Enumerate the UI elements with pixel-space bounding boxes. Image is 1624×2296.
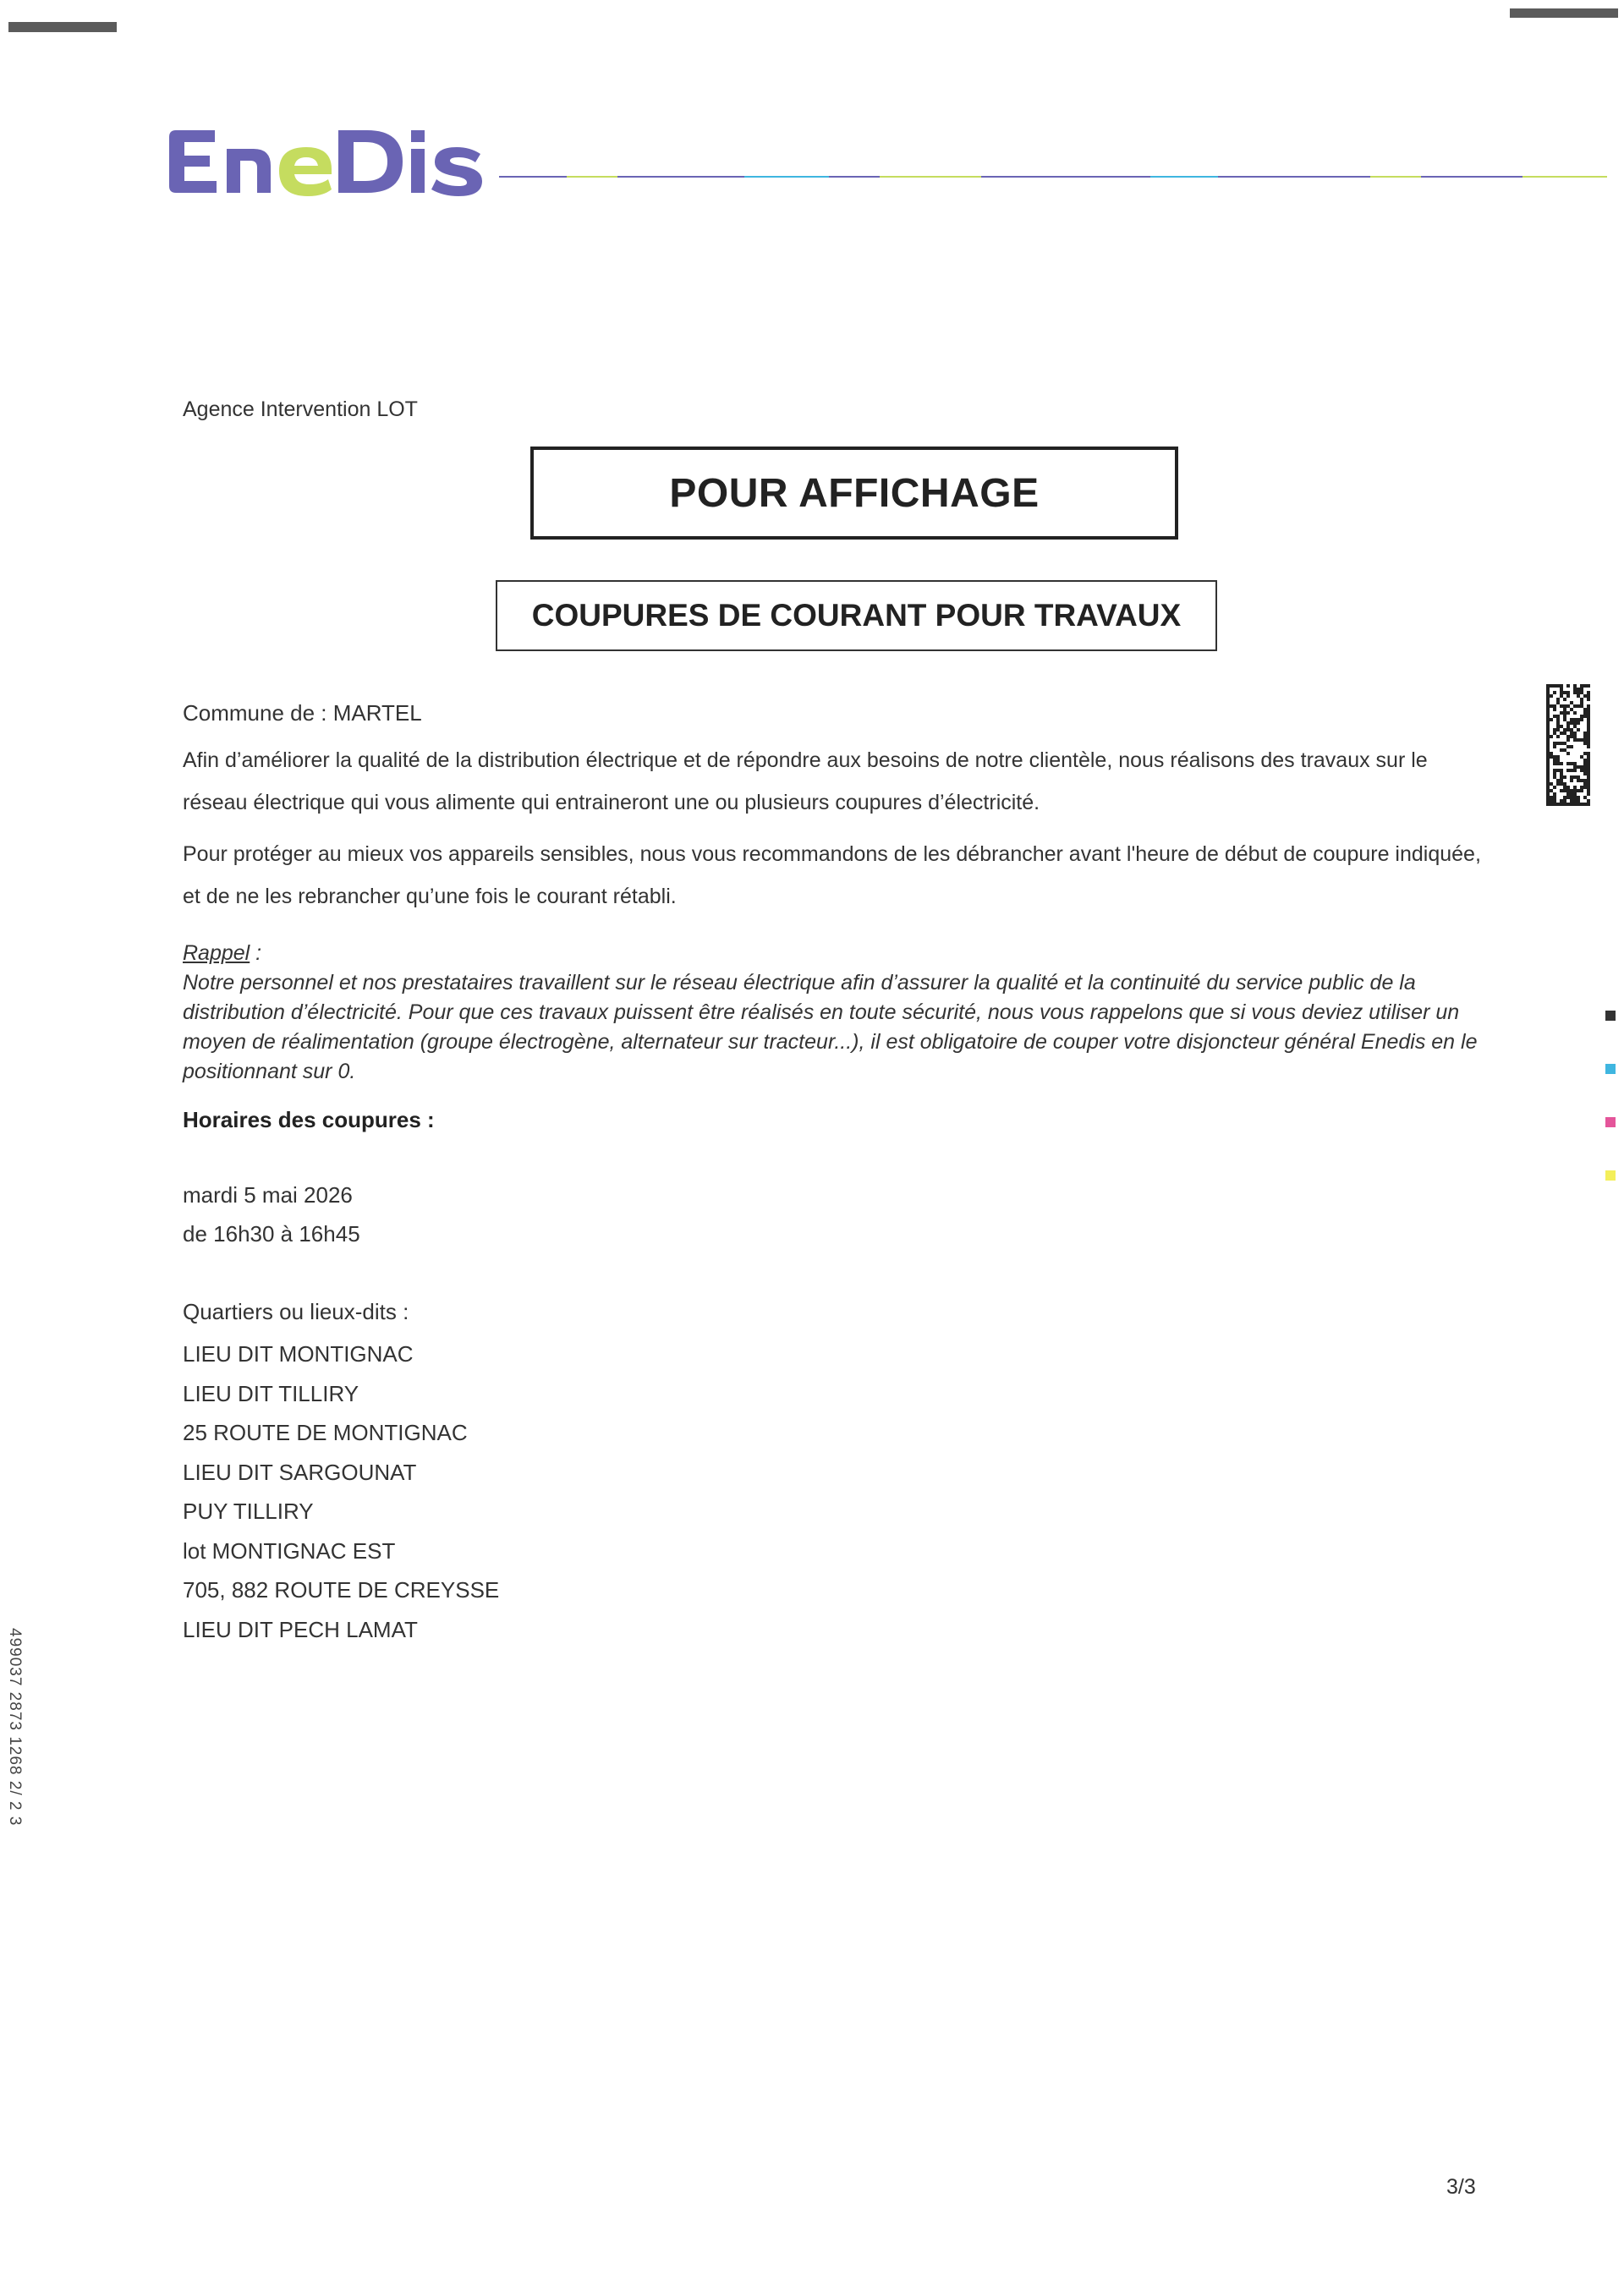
outage-time: de 16h30 à 16h45 [183, 1221, 360, 1247]
subtitle: COUPURES DE COURANT POUR TRAVAUX [531, 598, 1182, 633]
rappel-label: Rappel [183, 941, 250, 965]
rappel-block [183, 939, 1485, 1087]
print-mark-yellow [1605, 1170, 1616, 1181]
print-mark-magenta [1605, 1117, 1616, 1127]
datamatrix-barcode [1546, 682, 1590, 808]
main-title: POUR AFFICHAGE [669, 470, 1040, 516]
side-reference-code [0, 1628, 34, 1882]
places-heading: Quartiers ou lieux-dits : [183, 1299, 409, 1324]
scan-registration-mark-left [8, 22, 117, 32]
list-item: LIEU DIT MONTIGNAC [183, 1341, 414, 1367]
agency-label: Agence Intervention LOT [183, 397, 418, 421]
print-mark-cyan [1605, 1064, 1616, 1074]
list-item: PUY TILLIRY [183, 1499, 314, 1524]
page-number: 3/3 [1446, 2175, 1476, 2199]
header-decorative-rule [499, 173, 1607, 180]
rappel-text: Notre personnel et nos prestataires travaillent sur le réseau électrique afin d’assurer la qualité et la continuité du service public de la distribution d’électricité. Pour que ces travaux puissent être réalisés en toute sécurité, nous vous rappelons que si vous deviez utiliser un moyen de réalimentation (groupe électrogène, alternateur sur tracteur...), il est obligatoire de couper votre disjoncteur général Enedis en le positionnant sur 0. [183, 971, 1478, 1083]
outage-date: mardi 5 mai 2026 [183, 1182, 353, 1208]
main-title-box [530, 447, 1178, 540]
list-item: 25 ROUTE DE MONTIGNAC [183, 1420, 468, 1445]
list-item: LIEU DIT PECH LAMAT [183, 1616, 418, 1642]
schedule-heading: Horaires des coupures : [183, 1107, 435, 1132]
list-item: lot MONTIGNAC EST [183, 1537, 396, 1564]
places-list [183, 1334, 499, 1649]
scan-registration-mark-right [1510, 8, 1618, 18]
advice-paragraph: Pour protéger au mieux vos appareils sensibles, nous vous recommandons de les débrancher avant l'heure de début de coupure indiquée, et de ne les rebrancher qu’une fois le courant rétabli. [183, 842, 1481, 908]
list-item: LIEU DIT SARGOUNAT [183, 1459, 417, 1485]
intro-paragraph: Afin d’améliorer la qualité de la distribution électrique et de répondre aux besoins de notre clientèle, nous réalisons des travaux sur le réseau électrique qui vous alimente qui entraineront une ou plusieurs coupures d’électricité. [183, 748, 1428, 814]
print-mark-black [1605, 1011, 1616, 1021]
rappel-colon: : [250, 941, 262, 965]
list-item: LIEU DIT TILLIRY [183, 1380, 359, 1406]
subtitle-box [496, 580, 1217, 651]
side-code-text: 499037 2873 1268 2/ 2 3 [6, 1628, 24, 1827]
enedis-logo [166, 120, 487, 205]
commune-label: Commune de : MARTEL [183, 700, 422, 726]
list-item: 705, 882 ROUTE DE CREYSSE [183, 1577, 500, 1603]
